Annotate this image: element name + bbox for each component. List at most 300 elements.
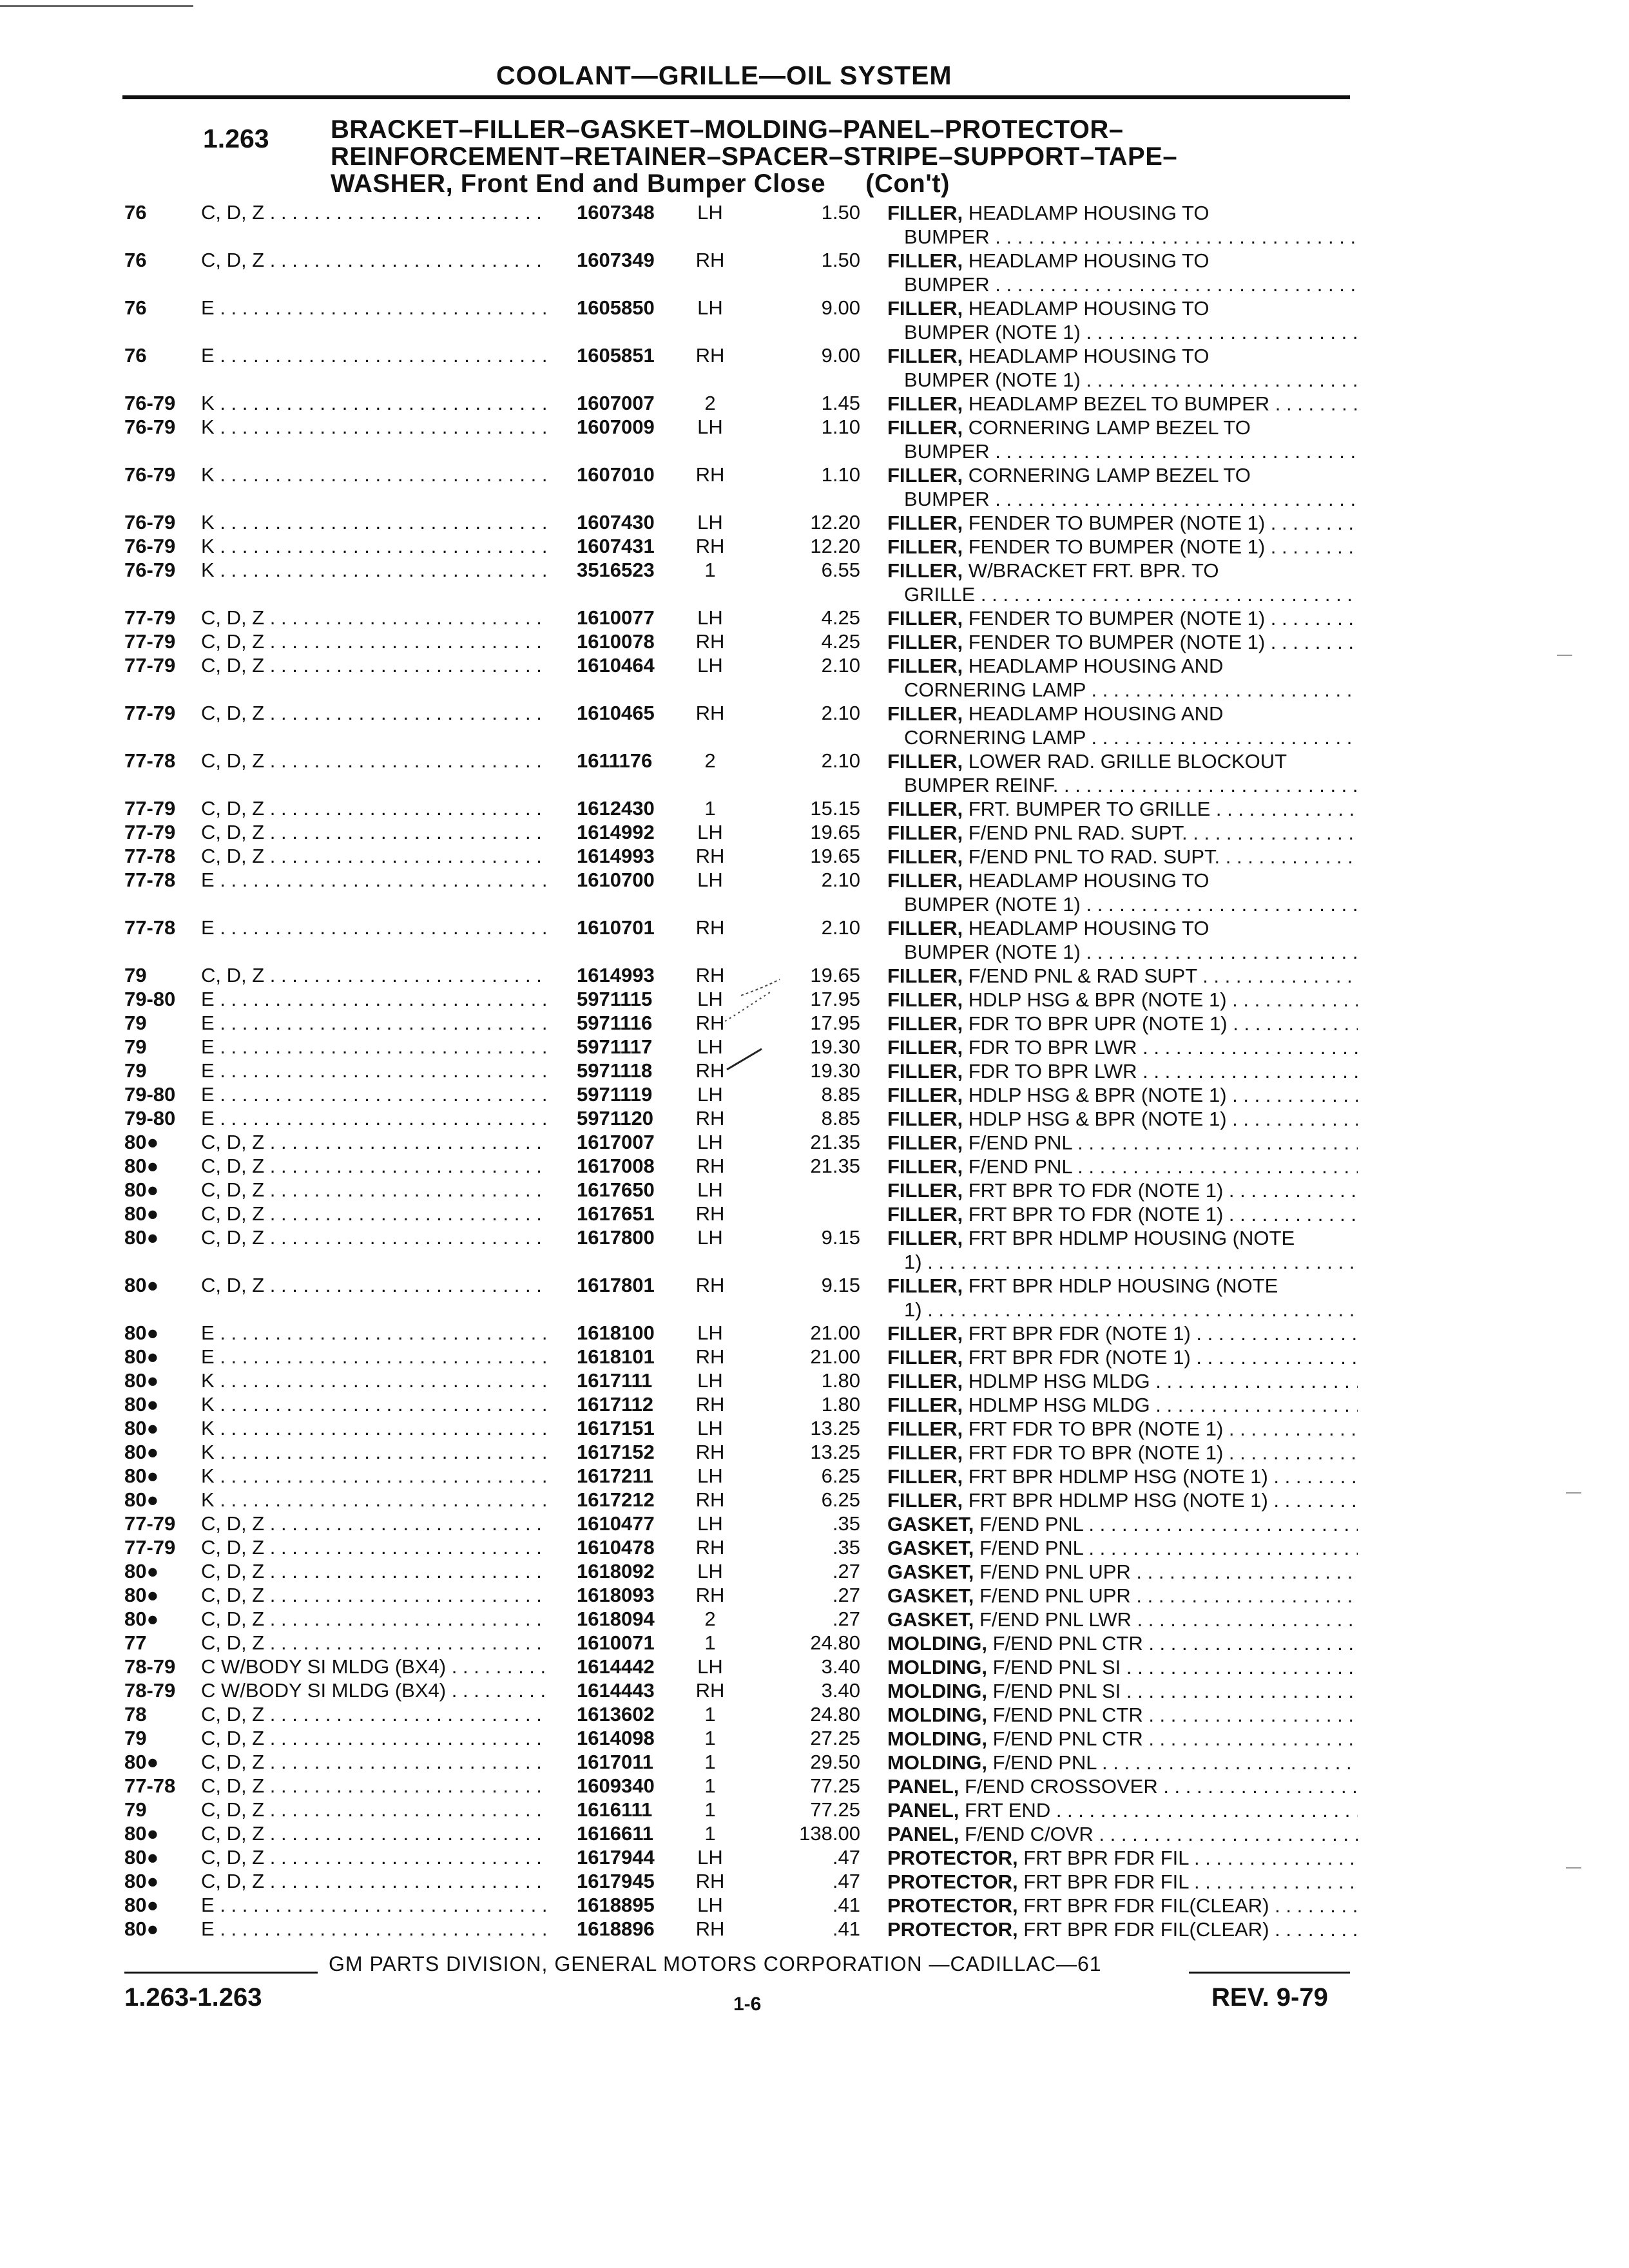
description-line2: CORNERING LAMP . . . [887,678,1358,702]
part-number: 1610464 [577,654,655,677]
side-qty: LH [697,1894,723,1916]
part-number: 1617007 [577,1131,655,1153]
price: .35 [832,1536,860,1559]
description-line1 [887,1321,1358,1345]
model-codes: K . . . [201,1441,549,1464]
model-codes: E . . . [201,296,549,320]
description [887,1369,1358,1393]
side-qty: RH [695,916,725,939]
description-line1 [887,1774,1358,1798]
description [887,1798,1358,1822]
side-qty: RH [695,1917,725,1940]
description [887,1012,1358,1035]
price: .27 [832,1560,860,1582]
model-year: 80● [124,1369,159,1392]
part-number: 5971118 [577,1059,653,1082]
part-number: 1610701 [577,916,655,939]
table-row [0,1774,1629,1798]
description-part-name: FILLER, [887,392,963,415]
side-qty: RH [695,1488,725,1511]
side-qty: RH [695,1012,725,1034]
description-part-name: MOLDING, [887,1656,987,1678]
description-part-name: FILLER, [887,559,963,582]
price: 3.40 [821,1655,860,1678]
description-part-name: FILLER, [887,202,963,224]
description-line2: BUMPER (NOTE 1) . . . [887,320,1358,344]
description-part-name: FILLER, [887,1322,963,1345]
price: 1.50 [821,201,860,224]
model-year: 77-78 [124,1774,176,1797]
model-codes: K . . . [201,559,549,582]
description-part-name: MOLDING, [887,1680,987,1702]
side-qty: LH [697,1417,723,1439]
price: 6.25 [821,1488,860,1511]
model-year: 79 [124,1035,147,1058]
model-codes: C, D, Z . . . [201,1774,549,1798]
description-text: HEADLAMP HOUSING AND [963,655,1224,677]
description [887,1321,1358,1345]
part-number: 1617011 [577,1751,653,1773]
model-codes: C, D, Z . . . [201,797,549,820]
price: 9.00 [821,344,860,367]
part-number: 1618092 [577,1560,655,1582]
description-line1 [887,845,1358,869]
description [887,1226,1358,1274]
footer-rule-right [1189,1972,1350,1974]
table-row [0,1345,1629,1369]
description-line2: BUMPER . . . [887,273,1358,296]
side-qty: LH [697,869,723,891]
side-qty: LH [697,821,723,843]
description-text: FRT BPR HDLMP HSG (NOTE 1) . . [963,1465,1291,1488]
description-line1 [887,1870,1358,1894]
part-number: 1614993 [577,964,655,986]
price: 13.25 [810,1441,860,1463]
model-codes: C, D, Z . . . [201,249,549,272]
part-number: 1610478 [577,1536,655,1559]
footer-page-number: 1-6 [733,1994,762,2015]
model-year: 80● [124,1488,159,1511]
description-part-name: FILLER, [887,1060,963,1082]
side-qty: 1 [704,797,716,820]
part-number: 1607431 [577,535,655,557]
side-qty: 1 [704,1822,716,1845]
price: 2.10 [821,869,860,891]
price: 19.65 [810,964,860,986]
description-part-name: FILLER, [887,702,963,725]
description-line1 [887,1751,1358,1774]
model-year: 80● [124,1393,159,1416]
description-text: FENDER TO BUMPER (NOTE 1) . . [963,512,1287,534]
description [887,964,1358,988]
part-number: 1618101 [577,1345,655,1368]
model-year: 76-79 [124,416,176,438]
model-year: 80● [124,1894,159,1916]
description-part-name: GASKET, [887,1537,974,1559]
model-year: 76-79 [124,559,176,581]
side-qty: LH [697,296,723,319]
part-number: 1607348 [577,201,655,224]
description-text: FENDER TO BUMPER (NOTE 1) . . [963,607,1287,629]
description-line1 [887,797,1358,821]
price: 9.15 [821,1274,860,1296]
table-row [0,1822,1629,1846]
model-codes: C, D, Z . . . [201,1846,549,1869]
group-title-line3 [331,170,1177,197]
side-qty: 2 [704,1608,716,1630]
side-qty: RH [695,1584,725,1606]
description [887,463,1358,511]
side-qty: LH [697,606,723,629]
table-row [0,1870,1629,1894]
description [887,1584,1358,1608]
description [887,630,1358,654]
model-year: 76-79 [124,511,176,533]
model-year: 79 [124,1012,147,1034]
description-text: F/END PNL [974,1513,1083,1535]
header-rule [122,95,1350,99]
table-row [0,535,1629,559]
side-qty: RH [695,1202,725,1225]
description [887,1512,1358,1536]
description [887,1488,1358,1512]
model-year: 76 [124,296,147,319]
model-codes: K . . . [201,1369,549,1392]
description-text: FRT BPR FDR FIL(CLEAR) . . [1017,1894,1291,1917]
model-codes: C, D, Z . . . [201,654,549,677]
side-qty: 1 [704,1703,716,1725]
model-codes: K . . . [201,535,549,558]
description-part-name: FILLER, [887,917,963,939]
table-row [0,463,1629,511]
table-row [0,416,1629,463]
model-year: 77-79 [124,702,176,724]
model-codes: C, D, Z . . . [201,1202,549,1225]
model-codes: C, D, Z . . . [201,1631,549,1655]
price: 77.25 [810,1774,860,1797]
description-part-name: FILLER, [887,1108,963,1130]
model-year: 77-79 [124,797,176,820]
price: 21.35 [810,1155,860,1177]
model-year: 77-78 [124,845,176,867]
description [887,535,1358,559]
description-text: FDR TO BPR UPR (NOTE 1) [963,1012,1228,1035]
side-qty: RH [695,845,725,867]
description [887,1822,1358,1846]
description-text: FRT END [959,1799,1051,1821]
description [887,1870,1358,1894]
model-codes: C, D, Z . . . [201,1178,549,1202]
model-codes: K . . . [201,511,549,534]
price: 1.10 [821,463,860,486]
side-qty: LH [697,416,723,438]
table-row [0,1894,1629,1917]
table-row [0,1846,1629,1870]
description [887,1083,1358,1107]
description [887,1465,1358,1488]
description-text: HEADLAMP HOUSING TO [963,249,1210,272]
table-row [0,1059,1629,1083]
description-line2: BUMPER . . . [887,487,1358,511]
description-line1 [887,988,1358,1012]
description-line1 [887,749,1358,773]
part-number: 1617944 [577,1846,655,1869]
table-row [0,964,1629,988]
price: 8.85 [821,1083,860,1106]
model-codes: K . . . [201,463,549,486]
description-text: F/END PNL & RAD SUPT [963,965,1197,987]
description-line2: 1) . . . [887,1250,1358,1274]
price: 4.25 [821,606,860,629]
model-year: 77-79 [124,1512,176,1535]
description-text: LOWER RAD. GRILLE BLOCKOUT [963,750,1287,773]
side-qty: RH [695,463,725,486]
part-number: 5971117 [577,1035,653,1058]
price: 1.45 [821,392,860,414]
model-year: 77-79 [124,821,176,843]
model-year: 79 [124,1059,147,1082]
table-row [0,749,1629,797]
model-codes: C, D, Z . . . [201,1751,549,1774]
description-line1 [887,416,1358,439]
description-text: HEADLAMP BEZEL TO BUMPER . . [963,392,1292,415]
model-codes: E . . . [201,1345,549,1369]
side-qty: LH [697,1131,723,1153]
side-qty: RH [695,1870,725,1892]
description-line1 [887,821,1358,845]
description [887,1631,1358,1655]
table-row [0,392,1629,416]
description-line1 [887,1155,1358,1178]
description-text: FRT BPR FDR FIL [1017,1870,1189,1893]
side-qty: 2 [704,749,716,772]
part-number: 1617800 [577,1226,655,1249]
table-row [0,1584,1629,1608]
description [887,1178,1358,1202]
part-number: 1617212 [577,1488,655,1511]
price: 15.15 [810,797,860,820]
model-codes: C, D, Z . . . [201,1703,549,1726]
side-qty: RH [695,249,725,271]
description-line1 [887,1846,1358,1870]
description-line2: BUMPER REINF. . . . [887,773,1358,797]
description-part-name: FILLER, [887,965,963,987]
table-row [0,1441,1629,1465]
model-year: 80● [124,1274,159,1296]
model-year: 79-80 [124,1107,176,1129]
description-part-name: FILLER, [887,297,963,320]
description-text: HEADLAMP HOUSING TO [963,202,1210,224]
description [887,1894,1358,1917]
price: 19.65 [810,845,860,867]
price: .47 [832,1846,860,1869]
description-line1 [887,1369,1358,1393]
model-year: 77-78 [124,916,176,939]
description [887,916,1358,964]
model-codes: E . . . [201,1894,549,1917]
part-number: 1609340 [577,1774,655,1797]
description [887,1059,1358,1083]
description [887,344,1358,392]
price: 19.30 [810,1035,860,1058]
model-codes: C, D, Z . . . [201,821,549,844]
side-qty: 1 [704,1631,716,1654]
description-text: F/END PNL CTR [987,1727,1143,1750]
description-text: HEADLAMP HOUSING TO [963,869,1210,892]
table-row [0,1274,1629,1321]
model-year: 80● [124,1608,159,1630]
description-text: F/END PNL TO RAD. SUPT. [963,845,1220,868]
model-codes: C, D, Z . . . [201,1274,549,1297]
description-text: F/END PNL UPR [974,1561,1131,1583]
description-line2: BUMPER . . . [887,439,1358,463]
model-codes: K . . . [201,1393,549,1416]
model-codes: E . . . [201,1107,549,1130]
description-line1 [887,1345,1358,1369]
side-qty: LH [697,1035,723,1058]
description-part-name: FILLER, [887,631,963,653]
side-qty: RH [695,1393,725,1416]
part-number: 1610077 [577,606,655,629]
table-row [0,1155,1629,1178]
description [887,1393,1358,1417]
description [887,1035,1358,1059]
price: 8.85 [821,1107,860,1129]
description-text: F/END PNL [963,1131,1072,1154]
description-part-name: FILLER, [887,1394,963,1416]
part-number: 1617801 [577,1274,655,1296]
footer-group-range: 1.263-1.263 [124,1983,262,2012]
description-part-name: FILLER, [887,1441,963,1464]
model-codes: C, D, Z . . . [201,1727,549,1750]
model-codes: C, D, Z . . . [201,1512,549,1535]
price: 13.25 [810,1417,860,1439]
part-number: 1618896 [577,1917,655,1940]
description-line1 [887,1798,1358,1822]
description [887,845,1358,869]
description-line1 [887,296,1358,320]
model-year: 80● [124,1822,159,1845]
model-codes: K . . . [201,392,549,415]
price: 21.00 [810,1321,860,1344]
description-text: FDR TO BPR LWR [963,1060,1137,1082]
part-number: 1617152 [577,1441,655,1463]
table-row [0,344,1629,392]
model-year: 80● [124,1417,159,1439]
table-row [0,1727,1629,1751]
side-qty: RH [695,1059,725,1082]
model-codes: E . . . [201,1035,549,1059]
model-codes: C, D, Z . . . [201,1560,549,1583]
description-part-name: PROTECTOR, [887,1847,1018,1869]
description [887,1107,1358,1131]
model-year: 80● [124,1465,159,1487]
model-year: 77-79 [124,606,176,629]
group-number: 1.263 [203,124,269,153]
description-line1 [887,1107,1358,1131]
part-number: 5971119 [577,1083,653,1106]
description-part-name: FILLER, [887,869,963,892]
model-codes: E . . . [201,1321,549,1345]
description-part-name: FILLER, [887,655,963,677]
description [887,1560,1358,1584]
side-qty: LH [697,1560,723,1582]
price: 24.80 [810,1703,860,1725]
side-qty: LH [697,511,723,533]
table-row [0,1655,1629,1679]
group-title-continued: (Con't) [865,169,950,198]
model-year: 80● [124,1178,159,1201]
part-number: 1610465 [577,702,655,724]
description-text: F/END PNL UPR [974,1584,1131,1607]
description-line1 [887,1488,1358,1512]
model-codes: C, D, Z . . . [201,1536,549,1559]
table-row [0,1083,1629,1107]
side-qty: RH [695,630,725,653]
model-year: 77-78 [124,749,176,772]
price: 2.10 [821,702,860,724]
part-number: 5971115 [577,988,653,1010]
description [887,1417,1358,1441]
table-row [0,1369,1629,1393]
description [887,1727,1358,1751]
description-part-name: PANEL, [887,1799,959,1821]
description-part-name: FILLER, [887,607,963,629]
side-qty: RH [695,1441,725,1463]
description-line1 [887,1560,1358,1584]
part-number: 1614098 [577,1727,655,1749]
table-row [0,1202,1629,1226]
model-codes: C, D, Z . . . [201,1870,549,1893]
description-part-name: GASKET, [887,1584,974,1607]
price: 1.80 [821,1369,860,1392]
price: 19.30 [810,1059,860,1082]
model-codes: E . . . [201,916,549,939]
description-line1 [887,1393,1358,1417]
table-row [0,1631,1629,1655]
table-row [0,1560,1629,1584]
description-line1 [887,1083,1358,1107]
model-year: 77-78 [124,869,176,891]
description-text: F/END PNL SI [987,1656,1121,1678]
description [887,1202,1358,1226]
model-codes: K . . . [201,416,549,439]
model-codes: C, D, Z . . . [201,964,549,987]
description-text: HDLP HSG & BPR (NOTE 1) [963,1084,1227,1106]
side-qty: RH [695,1345,725,1368]
model-codes: C W/BODY SI MLDG (BX4) . . . [201,1655,549,1678]
price: 9.15 [821,1226,860,1249]
description-part-name: FILLER, [887,1203,963,1225]
price: 27.25 [810,1727,860,1749]
description-part-name: FILLER, [887,1179,963,1202]
side-qty: RH [695,1274,725,1296]
group-title-line2: REINFORCEMENT–RETAINER–SPACER–STRIPE–SUPPORT–TAPE– [331,142,1178,171]
model-year: 76-79 [124,463,176,486]
side-qty: RH [695,1679,725,1702]
model-codes: C, D, Z . . . [201,702,549,725]
description-line1 [887,1584,1358,1608]
model-year: 79 [124,1727,147,1749]
model-year: 76 [124,201,147,224]
part-number: 1618093 [577,1584,655,1606]
description-part-name: FILLER, [887,1465,963,1488]
model-year: 80● [124,1202,159,1225]
description-line1 [887,964,1358,988]
description-text: F/END PNL LWR [974,1608,1132,1631]
model-year: 78-79 [124,1655,176,1678]
description [887,702,1358,749]
